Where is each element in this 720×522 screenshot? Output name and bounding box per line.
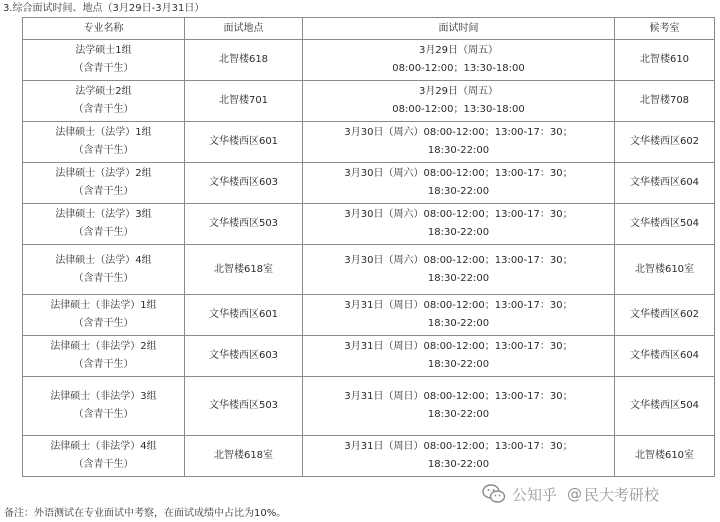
major-note: （含青干生） xyxy=(73,227,134,238)
time-line-1: 3月29日（周五） xyxy=(418,86,499,97)
waiting-room-text: 北智楼610室 xyxy=(634,450,695,461)
location-cell xyxy=(185,436,303,477)
table-row xyxy=(23,122,715,163)
time-line-1: 3月30日（周六）08:00-12:00；13:00-17：30； xyxy=(344,254,573,266)
waiting-room-cell xyxy=(615,163,715,204)
location-text: 北智楼618室 xyxy=(213,263,274,275)
waiting-room-cell xyxy=(615,81,715,122)
location-text: 文华楼西区601 xyxy=(208,136,279,147)
major-note: （含青干生） xyxy=(73,318,134,329)
waiting-room-text: 北智楼708 xyxy=(639,95,690,106)
watermark-text-2: 民大考研校 xyxy=(584,485,660,504)
table-row xyxy=(23,163,715,204)
location-cell xyxy=(185,163,303,204)
major-note: （含青干生） xyxy=(73,63,134,74)
major-cell xyxy=(23,81,185,122)
table-row xyxy=(23,295,715,336)
major-note: （含青干生） xyxy=(73,104,134,115)
waiting-room-text: 文华楼西区504 xyxy=(629,218,700,229)
time-line-2: 08:00-12:00；13:30-18:00 xyxy=(392,63,525,74)
time-line-2: 18:30-22:00 xyxy=(427,459,490,470)
location-cell xyxy=(185,40,303,81)
major-name: 法律硕士（法学）4组 xyxy=(55,254,152,266)
major-cell xyxy=(23,377,185,436)
table-row xyxy=(23,377,715,436)
table-row xyxy=(23,204,715,245)
wechat-logo-icon xyxy=(482,483,506,505)
location-cell xyxy=(185,245,303,295)
time-line-2: 18:30-22:00 xyxy=(427,272,490,284)
location-text: 文华楼西区503 xyxy=(208,400,279,411)
header-time: 面试时间 xyxy=(303,18,615,40)
location-cell xyxy=(185,295,303,336)
major-name: 法律硕士（法学）2组 xyxy=(55,168,152,179)
major-cell xyxy=(23,122,185,163)
waiting-room-text: 文华楼西区602 xyxy=(629,136,700,147)
waiting-room-text: 文华楼西区604 xyxy=(629,177,700,188)
major-cell xyxy=(23,436,185,477)
time-line-1: 3月31日（周日）08:00-12:00；13:00-17：30； xyxy=(344,391,573,402)
waiting-room-text: 北智楼610室 xyxy=(634,263,695,275)
time-cell xyxy=(303,204,615,245)
major-name: 法学硕士2组 xyxy=(75,86,132,97)
time-cell xyxy=(303,122,615,163)
time-line-1: 3月30日（周六）08:00-12:00；13:00-17：30； xyxy=(344,127,573,138)
location-text: 文华楼西区603 xyxy=(208,177,279,188)
major-cell xyxy=(23,40,185,81)
waiting-room-cell xyxy=(615,336,715,377)
major-note: （含青干生） xyxy=(73,272,134,284)
time-cell xyxy=(303,436,615,477)
watermark-text-1: 公知乎 xyxy=(512,485,558,504)
major-cell xyxy=(23,336,185,377)
waiting-room-text: 北智楼610 xyxy=(639,54,690,65)
major-note: （含青干生） xyxy=(73,459,134,470)
major-note: （含青干生） xyxy=(73,409,134,420)
time-cell xyxy=(303,377,615,436)
time-cell xyxy=(303,245,615,295)
time-cell xyxy=(303,295,615,336)
location-text: 文华楼西区503 xyxy=(208,218,279,229)
location-text: 北智楼618室 xyxy=(213,450,274,461)
location-text: 北智楼618 xyxy=(218,54,269,65)
waiting-room-text: 文华楼西区604 xyxy=(629,350,700,361)
major-cell xyxy=(23,163,185,204)
interview-schedule-table xyxy=(22,17,715,477)
waiting-room-cell xyxy=(615,40,715,81)
table-row xyxy=(23,436,715,477)
waiting-room-text: 文华楼西区504 xyxy=(629,400,700,411)
location-text: 北智楼701 xyxy=(218,95,269,106)
location-cell xyxy=(185,336,303,377)
location-cell xyxy=(185,122,303,163)
waiting-room-cell xyxy=(615,122,715,163)
header-location: 面试地点 xyxy=(185,18,303,40)
location-cell xyxy=(185,204,303,245)
waiting-room-cell xyxy=(615,377,715,436)
major-note: （含青干生） xyxy=(73,186,134,197)
time-line-2: 18:30-22:00 xyxy=(427,186,490,197)
time-line-1: 3月30日（周六）08:00-12:00；13:00-17：30； xyxy=(344,168,573,179)
major-cell xyxy=(23,245,185,295)
header-waiting-room: 候考室 xyxy=(615,18,715,40)
table-row xyxy=(23,336,715,377)
time-cell xyxy=(303,40,615,81)
waiting-room-cell xyxy=(615,295,715,336)
time-line-1: 3月31日（周日）08:00-12:00；13:00-17：30； xyxy=(344,300,573,311)
location-text: 文华楼西区601 xyxy=(208,309,279,320)
major-name: 法学硕士1组 xyxy=(75,45,132,56)
location-text: 文华楼西区603 xyxy=(208,350,279,361)
time-line-1: 3月31日（周日）08:00-12:00；13:00-17：30； xyxy=(344,341,573,352)
table-row xyxy=(23,81,715,122)
major-name: 法律硕士（非法学）3组 xyxy=(50,391,157,402)
major-name: 法律硕士（非法学）2组 xyxy=(50,341,157,352)
table-body xyxy=(23,40,715,477)
time-line-2: 08:00-12:00；13:30-18:00 xyxy=(392,104,525,115)
header-major: 专业名称 xyxy=(23,18,185,40)
waiting-room-cell xyxy=(615,204,715,245)
time-line-1: 3月31日（周日）08:00-12:00；13:00-17：30； xyxy=(344,441,573,452)
major-note: （含青干生） xyxy=(73,359,134,370)
table-header-row xyxy=(23,18,715,40)
waiting-room-cell xyxy=(615,245,715,295)
time-line-2: 18:30-22:00 xyxy=(427,227,490,238)
major-note: （含青干生） xyxy=(73,145,134,156)
watermark-at: @ xyxy=(567,485,583,503)
time-cell xyxy=(303,81,615,122)
major-name: 法律硕士（法学）1组 xyxy=(55,127,152,138)
location-cell xyxy=(185,377,303,436)
table-row xyxy=(23,40,715,81)
major-cell xyxy=(23,295,185,336)
footnote: 备注：外语测试在专业面试中考察，在面试成绩中占比为10%。 xyxy=(4,508,287,519)
time-cell xyxy=(303,163,615,204)
section-heading: 3.综合面试时间、地点（3月29日-3月31日） xyxy=(3,3,205,14)
waiting-room-text: 文华楼西区602 xyxy=(629,309,700,320)
time-line-2: 18:30-22:00 xyxy=(427,145,490,156)
major-name: 法律硕士（非法学）1组 xyxy=(50,300,157,311)
major-name: 法律硕士（法学）3组 xyxy=(55,209,152,220)
time-line-2: 18:30-22:00 xyxy=(427,409,490,420)
waiting-room-cell xyxy=(615,436,715,477)
major-cell xyxy=(23,204,185,245)
time-cell xyxy=(303,336,615,377)
location-cell xyxy=(185,81,303,122)
time-line-1: 3月30日（周六）08:00-12:00；13:00-17：30； xyxy=(344,209,573,220)
time-line-2: 18:30-22:00 xyxy=(427,318,490,329)
time-line-1: 3月29日（周五） xyxy=(418,45,499,56)
table-row xyxy=(23,245,715,295)
time-line-2: 18:30-22:00 xyxy=(427,359,490,370)
watermark xyxy=(482,481,659,507)
major-name: 法律硕士（非法学）4组 xyxy=(50,441,157,452)
